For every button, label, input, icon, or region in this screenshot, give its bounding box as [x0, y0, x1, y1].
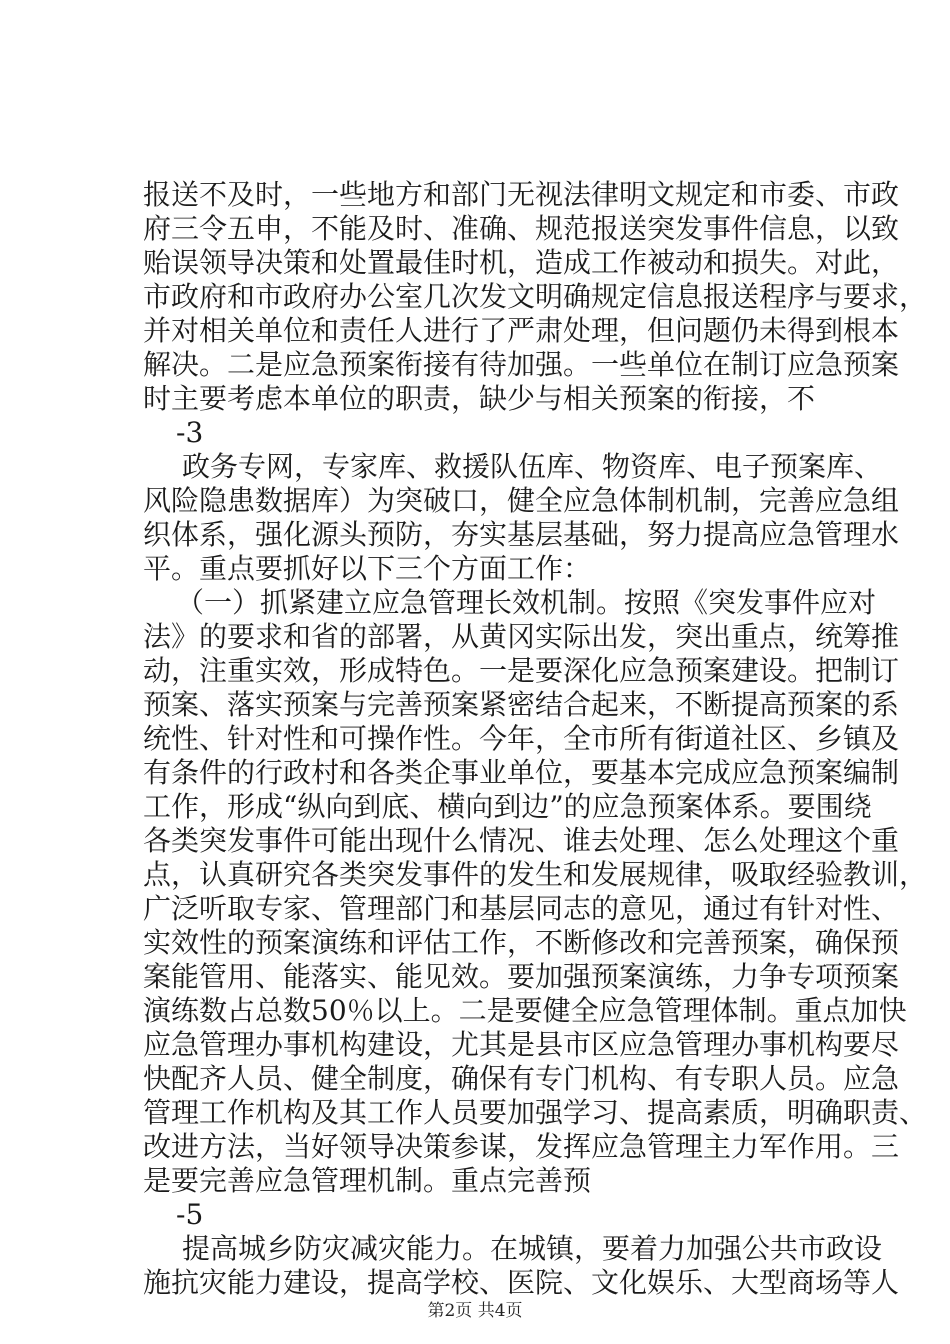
- text-line: 管理工作机构及其工作人员要加强学习、提高素质，明确职责、: [143, 1096, 928, 1129]
- text-line: 并对相关单位和责任人进行了严肃处理，但问题仍未得到根本: [143, 314, 900, 347]
- text-line: 动，注重实效，形成特色。一是要深化应急预案建设。把制订: [143, 654, 900, 687]
- text-line: 提高城乡防灾减灾能力。在城镇，要着力加强公共市政设: [182, 1232, 883, 1265]
- text-line: 市政府和市政府办公室几次发文明确规定信息报送程序与要求，: [143, 280, 928, 313]
- text-line: 解决。二是应急预案衔接有待加强。一些单位在制订应急预案: [143, 348, 900, 381]
- section-heading: （一）抓紧建立应急管理长效机制。按照《突发事件应对: [176, 586, 877, 619]
- text-line: 府三令五申，不能及时、准确、规范报送突发事件信息，以致: [143, 212, 900, 245]
- text-line: 演练数占总数50％以上。二是要健全应急管理体制。重点加快: [143, 994, 907, 1027]
- text-line: 风险隐患数据库）为突破口，健全应急体制机制，完善应急组: [143, 484, 900, 517]
- text-line: 贻误领导决策和处置最佳时机，造成工作被动和损失。对此，: [143, 246, 900, 279]
- text-line: 政务专网，专家库、救援队伍库、物资库、电子预案库、: [182, 450, 883, 483]
- text-line: 施抗灾能力建设，提高学校、医院、文化娱乐、大型商场等人: [143, 1266, 900, 1299]
- text-line: 工作，形成“纵向到底、横向到边”的应急预案体系。要围绕: [143, 790, 872, 823]
- text-line: 统性、针对性和可操作性。今年，全市所有街道社区、乡镇及: [143, 722, 900, 755]
- text-line: 时主要考虑本单位的职责，缺少与相关预案的衔接，不: [143, 382, 816, 415]
- text-line: 快配齐人员、健全制度，确保有专门机构、有专职人员。应急: [143, 1062, 900, 1095]
- page-footer: 第2页 共4页: [427, 1301, 523, 1321]
- text-line: 案能管用、能落实、能见效。要加强预案演练，力争专项预案: [143, 960, 900, 993]
- text-line: 报送不及时，一些地方和部门无视法律明文规定和市委、市政: [143, 178, 900, 211]
- text-line: 预案、落实预案与完善预案紧密结合起来，不断提高预案的系: [143, 688, 900, 721]
- text-line: 是要完善应急管理机制。重点完善预: [143, 1164, 592, 1197]
- text-line: 点，认真研究各类突发事件的发生和发展规律，吸取经验教训，: [143, 858, 928, 891]
- text-line: 广泛听取专家、管理部门和基层同志的意见，通过有针对性、: [143, 892, 900, 925]
- text-line: 法》的要求和省的部署，从黄冈实际出发，突出重点，统筹推: [143, 620, 900, 653]
- text-line: 有条件的行政村和各类企事业单位，要基本完成应急预案编制: [143, 756, 900, 789]
- text-line: 改进方法，当好领导决策参谋，发挥应急管理主力军作用。三: [143, 1130, 900, 1163]
- text-line: 织体系，强化源头预防，夯实基层基础，努力提高应急管理水: [143, 518, 900, 551]
- text-line: 各类突发事件可能出现什么情况、谁去处理、怎么处理这个重: [143, 824, 900, 857]
- text-line: 平。重点要抓好以下三个方面工作：: [143, 552, 592, 585]
- text-line: 应急管理办事机构建设，尤其是县市区应急管理办事机构要尽: [143, 1028, 900, 1061]
- text-line: 实效性的预案演练和评估工作，不断修改和完善预案，确保预: [143, 926, 900, 959]
- page-marker: -3: [176, 416, 204, 449]
- page-marker: -5: [176, 1198, 204, 1231]
